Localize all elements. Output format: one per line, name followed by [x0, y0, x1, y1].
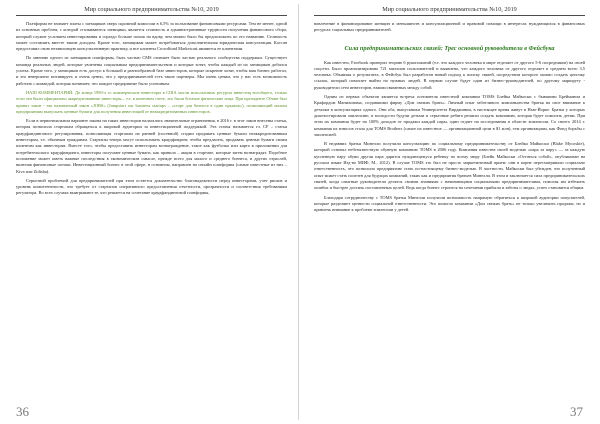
- right-page: [306, 0, 595, 424]
- left-paragraph-3: НАШ КОММЕНТАРИЙ: До конца 1980-х гг. коммерческие инвесторы в США могли использовать ресурсы инвестиц всеобщего, только если эти были официально аккредитованные инвесторы – т.е. в конечном счете, это были богатые физические лица. При президенте Обаме был принят закон - так называемый закон «JOBS» (Jumpstart our business startups – «старт для бизнеса в один прыжок»), позволяющий малым предприятиям выпускать ценные бумаги для получения инвестиций от неаккредитованных инвесторов.: [16, 89, 287, 114]
- left-page-number: 36: [16, 404, 29, 419]
- left-paragraph-4: Если в первоначальном варианте закона на таких инвесторов налагались значительные ограничения, в 2016 г. в этот закон внесены статья, которая позволила стартапам обращаться к широкой аудитории за инвестиционной поддержкой. Эта статья называется гл. CF – статья краудфандингового регулирования, позволяющая стартапам на ранней (посевной) стадии продавать ценные бумаги неаккредитованным инвесторам, т.е. обычным гражданам. Стартапы теперь могут использовать краудфандинг, чтобы предлагать, продавать ценные бумаги своим клиентам как инвесторам. Вместе того, чтобы предоставить инвесторам вознаграждение, такое как футболка или карта в приложении для потребительского краудфандинга, инвесторы получают ценные бумаги, как правило – акции в стартапе, которые затем вознаградят. Подобное положение может иметь важные последствия в экономическом смысле, прежде всего для малого и среднего бизнеса, и других отраслей, включая финансовые потоки. Инвестиционный бизнес в этой сфере, в основном, направлен на онлайн платформы (самые известные из них – Kiva или Zidisha).: [16, 118, 287, 174]
- right-intro-paragraph: вовлечение в финансирование женщин и меньшинств и консультационной и правовой помощи в интересах нуждающихся в финансовых ресурсах социальных предпринимателей.: [314, 21, 585, 33]
- right-paragraph-3: В недавних братья Минелли получили консультацию по социальному предпринимательству от Блейка Майкоски (Blake Mycoskie), который основал небезызвестную обувную компанию TOMS в 2006 году. Компания известна своей моделью «пара за пару» — за каждую купленную пару обуви другая пара дарится нуждающемуся ребенку по всему миру (Блейк Майкоски «Остаться собой», опубликован на русском языке Изд-во МИФ, М., 2012). В случае TOMS это был не просто маркетинговый прием: они в корне пересматривали социально ответственность, что позволило предприятию стать по-настоящему бизнес-моделью. В частности, Майкоски был убежден, что полученный опыт может стать полезен для будущих компаний, таких как и предприятия братьев Минелли. В этом и заключается сила предпринимательских связей, когда опытные руководители делятся своими знаниями с начинающими социальными предпринимателями, помогая им избежать ошибок и быстрее достичь поставленных целей. Ведь когда бизнес строится на сочетании прибыли и заботы о людях, успех становится общим.: [314, 141, 585, 191]
- right-paragraph-1: Как известно, Facebook проверил теорию 6 рукопожатий (т.е. что каждого человека в мире отделяет от другого 5-6 посредников) на своей соцсети. Было проанализировано 721 миллион пользователей и выявлено, что каждого человека от другого отделяет в среднем всего 3,5 человека. Объявляя о результатах, в Фейсбук был разработан новый подход к поиску связей, посредством которого можно создать цепочку ссылок, который помогает выйти на нужных людей. В первом случае будут один из бизнес-руководителей, по другому маршруту - руководители сети инвесторов, взаимосвязанных между собой.: [314, 59, 585, 90]
- right-page-number: 37: [570, 404, 583, 419]
- left-running-head: Мир социального предпринимательства №10, 2019: [84, 6, 219, 13]
- right-header-rule: [314, 15, 585, 16]
- left-paragraph-5: Серьезной проблемой для предпринимателей при этом остается доказательство благонадежности перед инвесторами, учет рисков и уровень компетентности, что требует от стартапов оперативного предоставления отчетности, прозрачности и соответствия требованиям регулятора. Во всех случаях выигрывают те, кто решается на сочетание краудфандинговой платформы,: [16, 177, 287, 196]
- left-paragraph-2: По мнению одного из заемщиков платформы, быть частью CMS означает быть частью реального сообщества поддержки. Существует команда реальных людей, которые увлечены социальным предпринимательством и которые хотят, чтобы каждый из их заемщиков добился успеха. Кроме того, у заемщиков есть доступ к большой и разнообразной базе инвесторов, которые искренне хотят, чтобы ваш бизнес работал, и это невероятно мотивирует, и очень ценно, что у предпринимателей есть такие партнеры. Мы очень ценим, что у нас есть возможность работать с командой, которая понимает, что каждое предприятие было успешным.: [16, 55, 287, 86]
- left-header-rule: [16, 15, 287, 16]
- page-gutter: [298, 4, 299, 420]
- left-paragraph-1: Платформа не взимает платы с заемщиков сверх скромной комиссии в 6,5% за пользование финансовыми ресурсами. Тем не менее, одной из основных проблем, с которой сталкиваются заемщики, является стоимость и административные трудности получения финансового сбора, который служит условием инвестирования и гораздо больше похож на вдову, чем можно было бы предположить по его названию. Стоимость может составлять вместе таким доходом. Кроме того, заемщикам может потребоваться дополнительная юридическая консультация. Кассан предоставил свою независимую консультативную практику, и все клиенты Crowdfund Marketcast являются ее клиентами.: [16, 21, 287, 52]
- right-paragraph-2: Одним из первых объектов является встреча основателя известной компании TOMS Блейка Майкоски с бывшими Брейманом и Крафордом Манилинама, создавшими фирму «Дом свежих брать». Личный опыт заботливого компаньонства братья на свое внимание к деталям в консультациях одного. Они оба, выпускники Университета Вирджинии, в настоящее время живут в Нью-Йорке. Братья у которых диагностировали эпилепсию, в молодости будучи детьми и серьезные ребята решили создать компанию, которая будет помогать детям. При этом их компания будет на 100% доходов от продажи каждой пары, один отдает на исследования в области эпилепсии. Со своего 2014 г. компания их взносов стала для TOMS Brothers (самое их известное — организационной цели в $1 млн), тем организациям, как Фонд борьбы с эпилепсией.: [314, 94, 585, 137]
- right-paragraph-4: Благодаря сотрудничеству с TOMS братья Минелли получили возможность напрямую обратиться к широкой аудитории покупателей, которые разделяют ценности социальной ответственности. Это помогло компании «Дом свежих брать» не только увеличить продажи, но и привлечь внимание к проблеме эпилепсии у детей.: [314, 194, 585, 213]
- right-running-head: Мир социального предпринимательства №10, 2019: [382, 6, 517, 13]
- section-title: Сила предпринимательских связей: Трес основной руководители в Фейсбука: [344, 44, 555, 52]
- left-page: [6, 0, 295, 424]
